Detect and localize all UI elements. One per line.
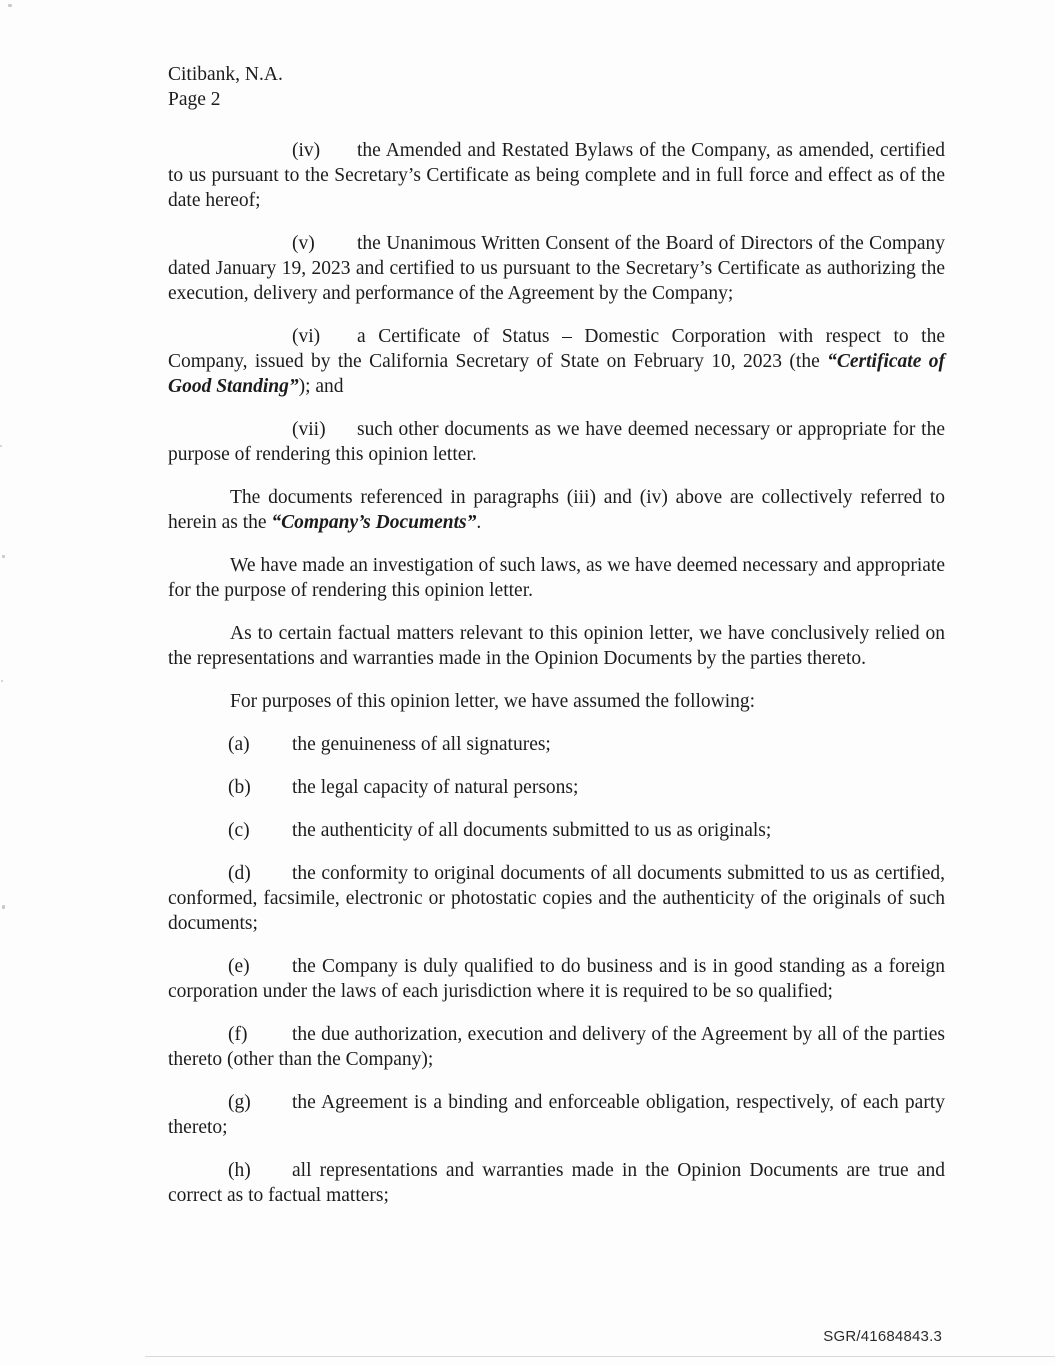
scan-speck — [2, 905, 5, 909]
header-addressee: Citibank, N.A. — [168, 64, 283, 85]
text-segment: the genuineness of all signatures; — [292, 734, 551, 755]
document-content — [168, 62, 945, 1226]
paragraph-iv — [168, 138, 945, 213]
item-label: (iv) — [292, 140, 321, 161]
paragraph-h — [168, 1158, 945, 1208]
text-segment: the conformity to original documents of all documents submitted to us as certified, conformed, facsimile, electronic or photostatic copies and the authenticity of the originals of such documents; — [168, 863, 945, 934]
scan-artifact-line — [145, 1356, 1055, 1357]
paragraph-b — [168, 775, 945, 800]
item-label: (b) — [228, 777, 251, 798]
item-label: (e) — [228, 956, 250, 977]
text-segment: all representations and warranties made in the Opinion Documents are true and correct as to factual matters; — [168, 1160, 945, 1206]
text-segment: . — [476, 512, 482, 533]
text-segment: the Company is duly qualified to do business and is in good standing as a foreign corporation under the laws of each jurisdiction where it is required to be so qualified; — [168, 956, 945, 1002]
text-segment: ); and — [298, 376, 344, 397]
item-label: (h) — [228, 1160, 251, 1181]
paragraph-v — [168, 231, 945, 306]
document-body — [168, 138, 945, 1208]
paragraph-a — [168, 732, 945, 757]
text-segment: As to certain factual matters relevant to this opinion letter, we have conclusively relied on the representations and warranties made in the Opinion Documents by the parties thereto. — [168, 623, 945, 669]
scan-speck — [8, 4, 12, 7]
item-label: (vi) — [292, 326, 321, 347]
item-label: (c) — [228, 820, 250, 841]
item-label: (f) — [228, 1024, 248, 1045]
text-segment: the due authorization, execution and delivery of the Agreement by all of the parties thereto (other than the Company); — [168, 1024, 945, 1070]
text-segment: For purposes of this opinion letter, we have assumed the following: — [230, 691, 756, 712]
text-segment: the Amended and Restated Bylaws of the Company, as amended, certified to us pursuant to the Secretary’s Certificate as being complete and in full force and effect as of the date hereof; — [168, 140, 945, 211]
document-header — [168, 62, 945, 112]
header-page-number: Page 2 — [168, 89, 221, 110]
text-segment: a Certificate of Status – Domestic Corporation with respect to the Company, issued by the California Secretary of State on February 10, 2023 (the — [168, 326, 945, 372]
item-label: (vii) — [292, 419, 326, 440]
paragraph-g — [168, 1090, 945, 1140]
text-segment: the legal capacity of natural persons; — [292, 777, 579, 798]
item-label: (a) — [228, 734, 250, 755]
scan-speck — [2, 555, 5, 558]
text-segment: such other documents as we have deemed necessary or appropriate for the purpose of rendering this opinion letter. — [168, 419, 945, 465]
paragraph-body-5 — [168, 553, 945, 603]
paragraph-body-4 — [168, 485, 945, 535]
item-label: (g) — [228, 1092, 251, 1113]
text-segment: the Agreement is a binding and enforceable obligation, respectively, of each party thereto; — [168, 1092, 945, 1138]
paragraph-body-7 — [168, 689, 945, 714]
text-segment: the Unanimous Written Consent of the Board of Directors of the Company dated January 19, 2023 and certified to us pursuant to the Secretary’s Certificate as authorizing the execution, delivery and performance of the Agreement by the Company; — [168, 233, 945, 304]
scan-speck — [0, 445, 2, 447]
paragraph-f — [168, 1022, 945, 1072]
paragraph-vii — [168, 417, 945, 467]
scan-speck — [1, 680, 3, 682]
paragraph-c — [168, 818, 945, 843]
emphasized-defined-term: “Certificate of Good Standing” — [168, 351, 946, 397]
item-label: (v) — [292, 233, 315, 254]
paragraph-e — [168, 954, 945, 1004]
emphasized-defined-term: “Company’s Documents” — [271, 512, 477, 533]
text-segment: the authenticity of all documents submitted to us as originals; — [292, 820, 772, 841]
document-footer-reference: SGR/41684843.3 — [823, 1328, 942, 1345]
item-label: (d) — [228, 863, 251, 884]
paragraph-body-6 — [168, 621, 945, 671]
text-segment: We have made an investigation of such laws, as we have deemed necessary and appropriate for the purpose of rendering this opinion letter. — [168, 555, 945, 601]
paragraph-vi — [168, 324, 945, 399]
text-segment: The documents referenced in paragraphs (iii) and (iv) above are collectively referred to herein as the — [168, 487, 945, 533]
paragraph-d — [168, 861, 945, 936]
